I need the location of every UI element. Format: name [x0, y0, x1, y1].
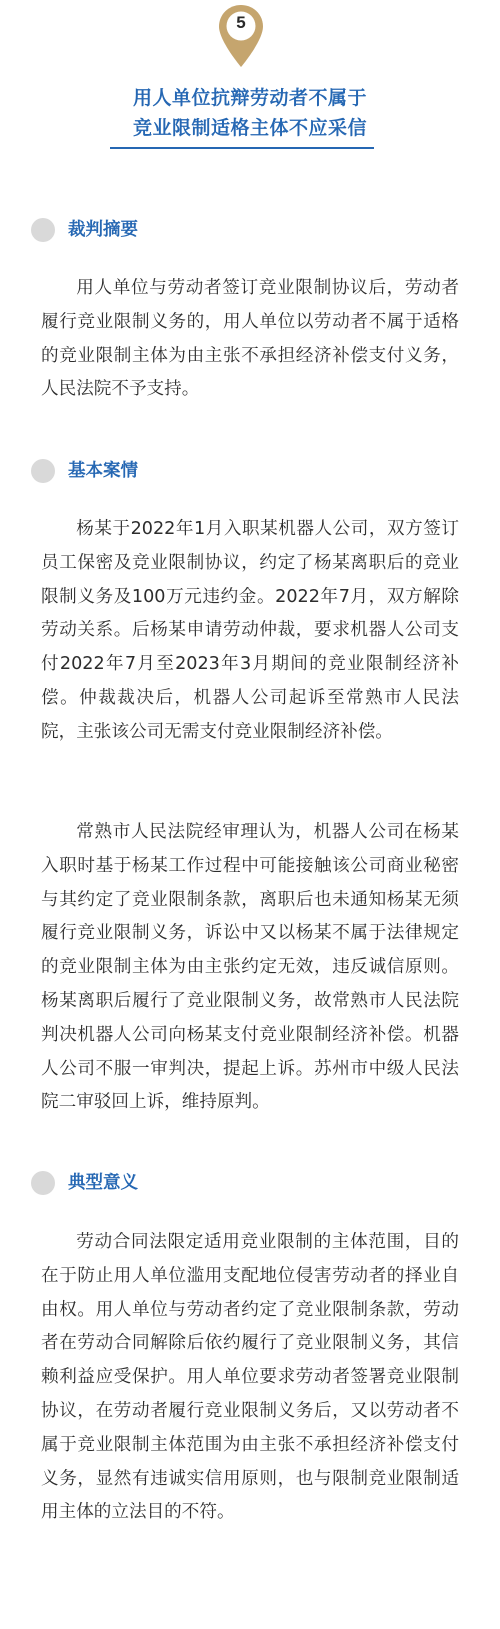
bullet-circle-icon: [31, 218, 55, 242]
case-number-badge: [218, 4, 264, 68]
case-number: 5: [236, 13, 246, 32]
summary-paragraph: 用人单位与劳动者签订竞业限制协议后，劳动者履行竞业限制义务的，用人单位以劳动者不属于适格的竞业限制主体为由主张不承担经济补偿支付义务，人民法院不予支持。: [41, 278, 459, 400]
case-title-line-2: 竞业限制适格主体不应采信: [132, 117, 367, 139]
title-underline: [110, 147, 374, 149]
section-label-summary: 裁判摘要: [68, 220, 138, 240]
bullet-circle-icon: [31, 459, 55, 483]
significance-paragraph: 劳动合同法限定适用竞业限制的主体范围，目的在于防止用人单位滥用支配地位侵害劳动者的择业自由权。用人单位与劳动者约定了竞业限制条款，劳动者在劳动合同解除后依约履行了竞业限制义务，其信赖利益应受保护。用人单位要求劳动者签署竞业限制协议，在劳动者履行竞业限制义务后，又以劳动者不属于竞业限制主体范围为由主张不承担经济补偿支付义务，显然有违诚实信用原则，也与限制竞业限制适用主体的立法目的不符。: [41, 1232, 459, 1523]
facts-paragraph-2: 常熟市人民法院经审理认为，机器人公司在杨某入职时基于杨某工作过程中可能接触该公司商业秘密与其约定了竞业限制条款，离职后也未通知杨某无须履行竞业限制义务，诉讼中又以杨某不属于法律规定的竞业限制主体为由主张约定无效，违反诚信原则。杨某离职后履行了竞业限制义务，故常熟市人民法院判决机器人公司向杨某支付竞业限制经济补偿。机器人公司不服一审判决，提起上诉。苏州市中级人民法院二审驳回上诉，维持原判。: [41, 822, 459, 1113]
section-label-significance: 典型意义: [68, 1173, 138, 1193]
section-label-facts: 基本案情: [68, 461, 138, 481]
case-title-line-1: 用人单位抗辩劳动者不属于: [132, 87, 367, 109]
facts-paragraph-1: 杨某于2022年1月入职某机器人公司，双方签订员工保密及竞业限制协议，约定了杨某离职后的竞业限制义务及100万元违约金。2022年7月，双方解除劳动关系。后杨某申请劳动仲裁，要求机器人公司支付2022年7月至2023年3月期间的竞业限制经济补偿。仲裁裁决后，机器人公司起诉至常熟市人民法院，主张该公司无需支付竞业限制经济补偿。: [41, 519, 459, 742]
bullet-circle-icon: [31, 1171, 55, 1195]
